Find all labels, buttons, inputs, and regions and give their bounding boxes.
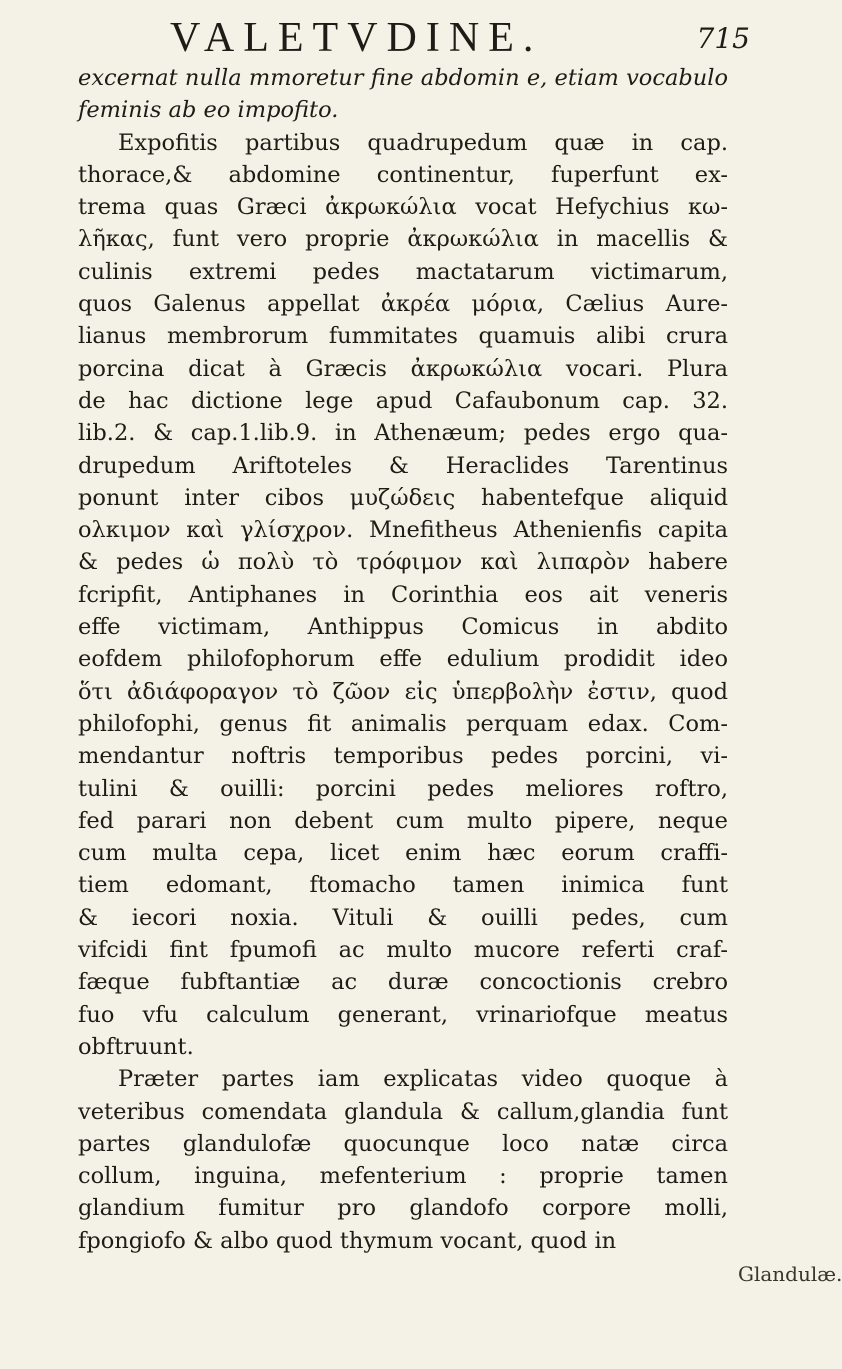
text-line: fcripfit, Antiphanes in Corinthia eos ait veneris [78, 581, 728, 608]
page-number: 715 [696, 22, 750, 55]
text-line: & iecori noxia. Vituli & ouilli pedes, cum [78, 904, 728, 931]
text-line: glandium fumitur pro glandofo corpore molli, [78, 1195, 728, 1222]
text-line: veteribus comendata glandula & callum,glandia funt [78, 1098, 728, 1125]
text-line: trema quas Græci ἀκρωκώλια vocat Hefychius κω- [78, 194, 728, 221]
text-line: quos Galenus appellat ἀκρέα μόρια, Cælius Aure- [78, 291, 728, 318]
text-line: tulini & ouilli: porcini pedes meliores roftro, [78, 775, 728, 802]
text-line: fed parari non debent cum multo pipere, neque [78, 807, 728, 834]
text-line: Præter partes iam explicatas video quoque à [118, 1066, 728, 1093]
text-line: tiem edomant, ftomacho tamen inimica funt [78, 872, 728, 899]
text-line: de hac dictione lege apud Cafaubonum cap. 32. [78, 387, 728, 414]
text-line: Expofitis partibus quadrupedum quæ in cap. [118, 129, 728, 156]
text-line: ponunt inter cibos μυζώδεις habentefque aliquid [78, 484, 728, 511]
text-line: collum, inguina, mefenterium : proprie tamen [78, 1163, 728, 1190]
text-line: ὅτι ἀδιάφοραγον τὸ ζῶον εἰς ὑπερβολὴν ἐστιν, quod [78, 678, 728, 705]
text-line: vifcidi fint fpumofi ac multo mucore referti craf- [78, 937, 728, 964]
text-line: ολκιμον καὶ γλίσχρον. Mnefitheus Athenienfis capita [78, 517, 728, 544]
text-line: porcina dicat à Græcis ἀκρωκώλια vocari. Plura [78, 355, 728, 382]
page-header [160, 14, 780, 64]
text-body [78, 62, 728, 1257]
text-line: effe victimam, Anthippus Comicus in abdito [78, 614, 728, 641]
text-line: obftruunt. [78, 1033, 194, 1060]
text-line: fpongiofo & albo quod thymum vocant, quod in [78, 1227, 617, 1254]
text-line: feminis ab eo impofito. [78, 97, 339, 124]
text-line: λῆκας, funt vero proprie ἀκρωκώλια in macellis & [78, 226, 728, 253]
margin-note: Glandulæ. [738, 1262, 842, 1286]
text-line: philofophi, genus fit animalis perquam edax. Com- [78, 710, 728, 737]
text-line: lianus membrorum fummitates quamuis alibi crura [78, 323, 728, 350]
text-line: & pedes ὡ πολὺ τὸ τρόφιμον καὶ λιπαρὸν habere [78, 549, 728, 576]
text-line: fæque fubftantiæ ac duræ concoctionis crebro [78, 969, 728, 996]
text-line: drupedum Ariftoteles & Heraclides Tarentinus [78, 452, 728, 479]
text-line: lib.2. & cap.1.lib.9. in Athenæum; pedes ergo qua- [78, 420, 728, 447]
text-line: eofdem philofophorum effe edulium prodidit ideo [78, 646, 728, 673]
running-title: VALETVDINE. [170, 15, 543, 61]
text-line: mendantur noftris temporibus pedes porcini, vi- [78, 743, 728, 770]
text-line: fuo vfu calculum generant, vrinariofque meatus [78, 1001, 728, 1028]
text-line: partes glandulofæ quocunque loco natæ circa [78, 1130, 728, 1157]
text-line: culinis extremi pedes mactatarum victimarum, [78, 258, 728, 285]
text-line: excernat nulla mmoretur fine abdomin e, etiam vocabulo [78, 65, 728, 91]
text-line: thorace,& abdomine continentur, fuperfunt ex- [78, 161, 728, 188]
text-line: cum multa cepa, licet enim hæc eorum craffi- [78, 840, 728, 867]
